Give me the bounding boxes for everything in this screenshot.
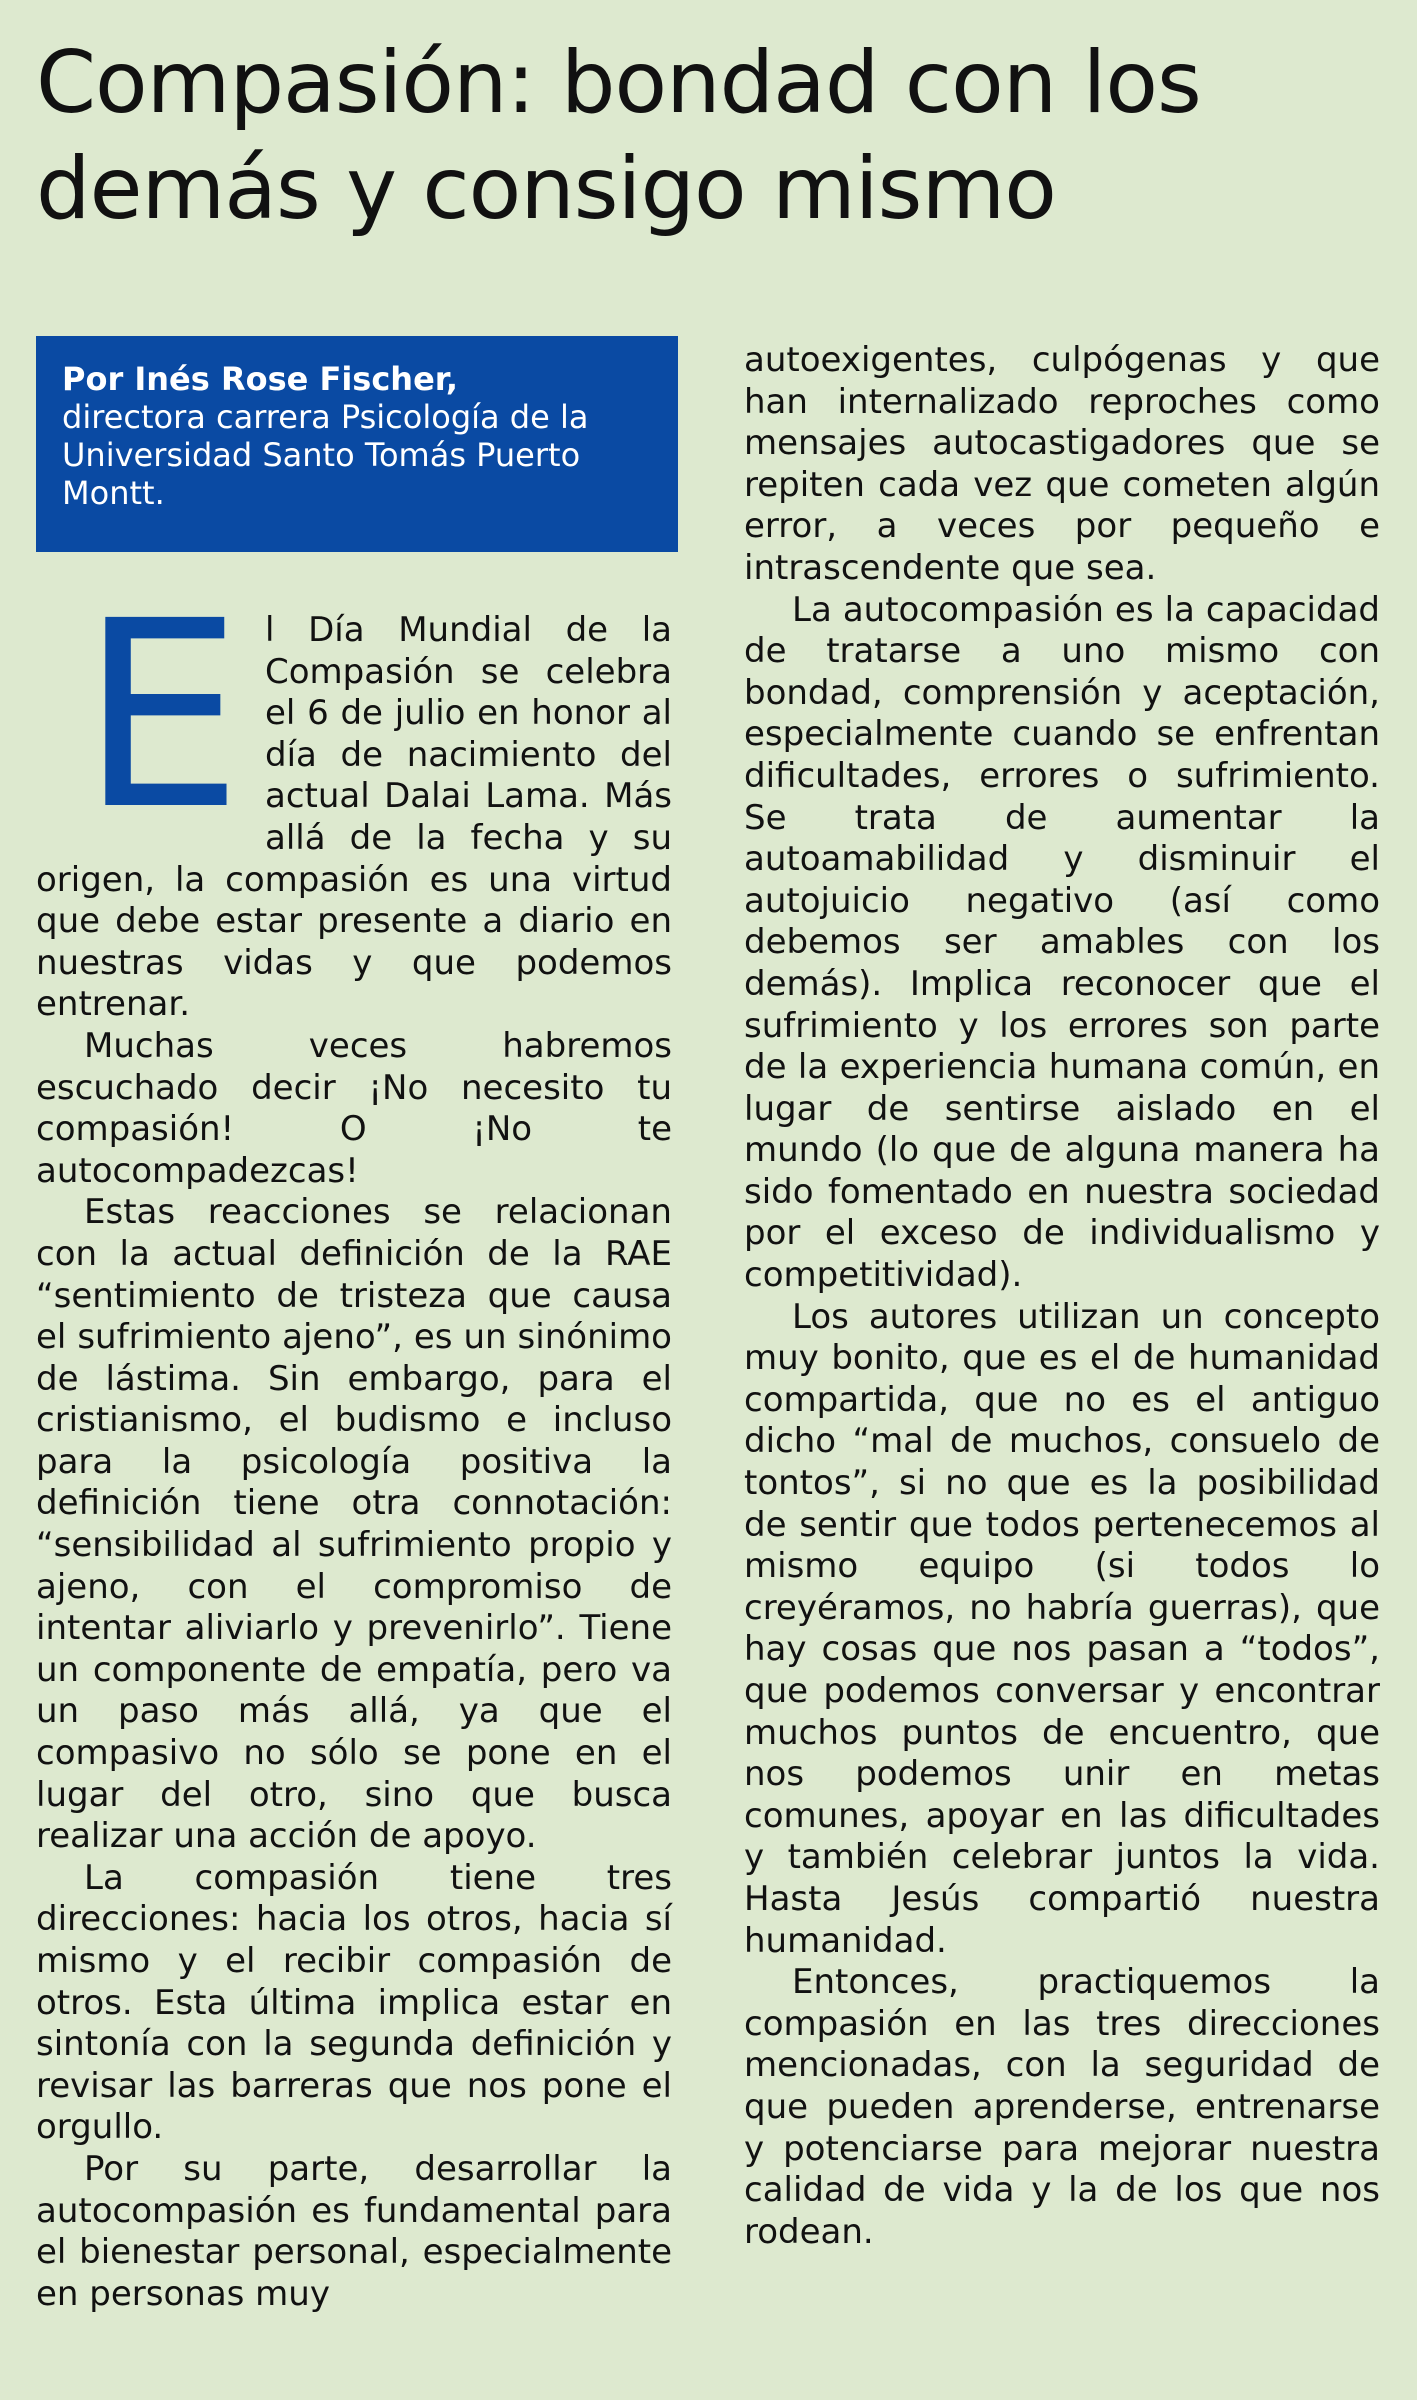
article-paragraph: Por su parte, desarrollar la autocompasión es fundamental para el bienestar personal, especialmente en personas muy (36, 2148, 672, 2314)
byline-author: Por Inés Rose Fischer, (62, 360, 459, 398)
paragraph-text: l Día Mundial de la Compasión se celebra el 6 de julio en honor al día de nacimiento del actual Dalai Lama. Más allá de la fecha y su origen, la compasión es una virtud que debe estar presente a diario en nuestras vidas y que podemos entrenar. (36, 610, 672, 1025)
article-paragraph: Entonces, practiquemos la compasión en las tres direcciones mencionadas, con la seguridad de que pueden aprenderse, entrenarse y potenciarse para mejorar nuestra calidad de vida y la de los que nos rodean. (744, 1962, 1380, 2252)
article-column-left (36, 566, 672, 2315)
article-paragraph (36, 566, 672, 1026)
article-paragraph: La autocompasión es la capacidad de tratarse a uno mismo con bondad, comprensión y aceptación, especialmente cuando se enfrentan dificultades, errores o sufrimiento. Se trata de aumentar la autoamabilidad y disminuir el autojuicio negativo (así como debemos ser amables con los demás). Implica reconocer que el sufrimiento y los errores son parte de la experiencia humana común, en lugar de sentirse aislado en el mundo (lo que de alguna manera ha sido fomentado en nuestra sociedad por el exceso de individualismo y competitividad). (744, 589, 1380, 1296)
byline-role: directora carrera Psicología de la Universidad Santo Tomás Puerto Montt. (62, 398, 589, 512)
article-paragraph: Estas reacciones se relacionan con la actual definición de la RAE “sentimiento de tristeza que causa el sufrimiento ajeno”, es un sinónimo de lástima. Sin embargo, para el cristianismo, el budismo e incluso para la psicología positiva la definición tiene otra connotación: “sensibilidad al sufrimiento propio y ajeno, con el compromiso de intentar aliviarlo y prevenirlo”. Tiene un componente de empatía, pero va un paso más allá, ya que el compasivo no sólo se pone en el lugar del otro, sino que busca realizar una acción de apoyo. (36, 1192, 672, 1857)
article-paragraph: Muchas veces habremos escuchado decir ¡No necesito tu compasión! O ¡No te autocompadezcas! (36, 1025, 672, 1191)
byline-box (36, 336, 678, 552)
article-paragraph: La compasión tiene tres direcciones: hacia los otros, hacia sí mismo y el recibir compasión de otros. Esta última implica estar en sintonía con la segunda definición y revisar las barreras que nos pone el orgullo. (36, 1857, 672, 2148)
article-column-right (744, 340, 1380, 2253)
article-paragraph: Los autores utilizan un concepto muy bonito, que es el de humanidad compartida, que no es el antiguo dicho “mal de muchos, consuelo de tontos”, si no que es la posibilidad de sentir que todos pertenecemos al mismo equipo (si todos lo creyéramos, no habría guerras), que hay cosas que nos pasan a “todos”, que podemos conversar y encontrar muchos puntos de encuentro, que nos podemos unir en metas comunes, apoyar en las dificultades y también celebrar juntos la vida. Hasta Jesús compartió nuestra humanidad. (744, 1296, 1380, 1961)
drop-cap: E (80, 566, 244, 866)
article-title: Compasión: bondad con los demás y consigo mismo (36, 33, 1201, 239)
article-paragraph-continuation: autoexigentes, culpógenas y que han internalizado reproches como mensajes autocastigadores que se repiten cada vez que cometen algún error, a veces por pequeño e intrascendente que sea. (744, 340, 1380, 588)
